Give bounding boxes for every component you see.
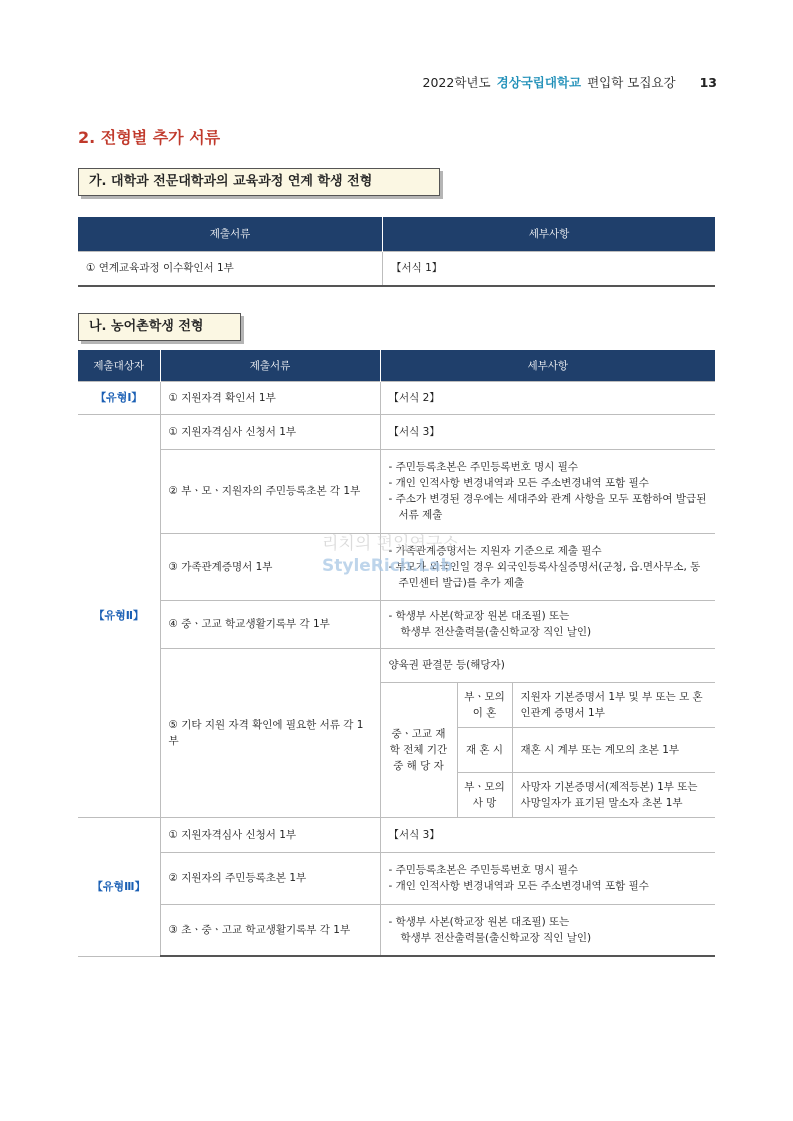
detail-line: - 주소가 변경된 경우에는 세대주와 관계 사항을 모두 포함하여 발급된 서류 제출 — [388, 493, 707, 521]
detail-line: - 가족관계증명서는 지원자 기준으로 제출 필수 — [388, 544, 602, 557]
type3-label: 【유형Ⅲ】 — [78, 817, 160, 956]
remarriage-detail: 재혼 시 계부 또는 계모의 초본 1부 — [512, 727, 715, 772]
death-detail: 사망자 기본증명서(제적등본) 1부 또는 사망일자가 표기된 말소자 초본 1부 — [512, 772, 715, 817]
detail-line: - 주민등록초본은 주민등록번호 명시 필수 — [388, 864, 579, 876]
table-a — [78, 217, 715, 287]
watermark-line2: StyleRich.Lab — [322, 556, 453, 576]
divorce-label: 부ㆍ모의 이 혼 — [457, 682, 512, 727]
section-title: 2. 전형별 추가 서류 — [78, 128, 221, 147]
doc-cell: ⑤ 기타 지원 자격 확인에 필요한 서류 각 1부 — [160, 648, 380, 817]
detail-line: - 부모가 외국인일 경우 외국인등록사실증명서(군청, 읍.면사무소, 동주민센터 발급)를 추가 제출 — [388, 560, 701, 589]
col-header-details: 세부사항 — [383, 217, 716, 251]
doc-cell: ① 지원자격 확인서 1부 — [160, 381, 380, 414]
custody-cell: 양육권 판결문 등(해당자) — [380, 648, 715, 682]
table-row — [78, 381, 715, 414]
col-header-target: 제출대상자 — [78, 350, 160, 381]
detail-cell — [380, 852, 715, 904]
col-header-details: 세부사항 — [380, 350, 715, 381]
doc-cell: ① 지원자격심사 신청서 1부 — [160, 414, 380, 449]
header-title: 편입학 모집요강 — [587, 75, 676, 90]
header-university: 경상국립대학교 — [496, 75, 582, 90]
remarriage-label: 재 혼 시 — [457, 727, 512, 772]
doc-cell: ② 지원자의 주민등록초본 1부 — [160, 852, 380, 904]
detail-line: 학생부 전산출력물(출신학교장 직인 날인) — [400, 626, 592, 638]
table-row — [78, 600, 715, 648]
type2-label: 【유형Ⅱ】 — [78, 414, 160, 817]
detail-line: - 주민등록초본은 주민등록번호 명시 필수 — [388, 461, 579, 473]
detail-line: - 개인 인적사항 변경내역과 모든 주소변경내역 포함 필수 — [388, 477, 649, 489]
detail-line: 학생부 전산출력물(출신학교장 직인 날인) — [400, 931, 592, 944]
table-row — [78, 533, 715, 600]
doc-cell: ④ 중ㆍ고교 학교생활기록부 각 1부 — [160, 600, 380, 648]
death-label: 부ㆍ모의 사 망 — [457, 772, 512, 817]
detail-cell: 【서식 2】 — [380, 381, 715, 414]
doc-cell: ① 지원자격심사 신청서 1부 — [160, 817, 380, 852]
page-header — [423, 73, 717, 91]
page-number: 13 — [699, 74, 717, 90]
table-row — [78, 648, 715, 682]
doc-cell: ① 연계교육과정 이수확인서 1부 — [78, 251, 383, 286]
divorce-detail: 지원자 기본증명서 1부 및 부 또는 모 혼인관계 증명서 1부 — [512, 682, 715, 727]
detail-cell — [380, 449, 715, 533]
detail-line: - 개인 인적사항 변경내역과 모든 주소변경내역 포함 필수 — [388, 880, 649, 892]
col-header-docs: 제출서류 — [78, 217, 383, 251]
header-year: 2022학년도 — [422, 75, 491, 90]
doc-cell: ② 부ㆍ모ㆍ지원자의 주민등록초본 각 1부 — [160, 449, 380, 533]
detail-cell — [380, 600, 715, 648]
doc-cell: ③ 초ㆍ중ㆍ고교 학교생활기록부 각 1부 — [160, 904, 380, 956]
table-row — [78, 449, 715, 533]
subsection-a-title: 가. 대학과 전문대학과의 교육과정 연계 학생 전형 — [78, 168, 440, 196]
table-row — [78, 904, 715, 956]
table-row — [78, 251, 715, 286]
col-header-docs: 제출서류 — [160, 350, 380, 381]
watermark-line1: 리치의 편입연구소 — [322, 534, 459, 554]
doc-cell: ③ 가족관계증명서 1부 — [160, 533, 380, 600]
table-b — [78, 350, 715, 957]
detail-line: - 학생부 사본(학교장 원본 대조필) 또는 — [388, 915, 570, 928]
table-row — [78, 414, 715, 449]
detail-cell: 【서식 3】 — [380, 414, 715, 449]
detail-cell — [380, 533, 715, 600]
period-cell: 중ㆍ고교 재학 전체 기간 중 해 당 자 — [380, 682, 457, 817]
detail-cell: 【서식 1】 — [383, 251, 716, 286]
table-row — [78, 852, 715, 904]
detail-cell: 【서식 3】 — [380, 817, 715, 852]
subsection-b-title: 나. 농어촌학생 전형 — [78, 313, 241, 341]
detail-cell — [380, 904, 715, 956]
type1-label: 【유형Ⅰ】 — [78, 381, 160, 414]
detail-line: - 학생부 사본(학교장 원본 대조필) 또는 — [388, 610, 570, 622]
table-row — [78, 817, 715, 852]
